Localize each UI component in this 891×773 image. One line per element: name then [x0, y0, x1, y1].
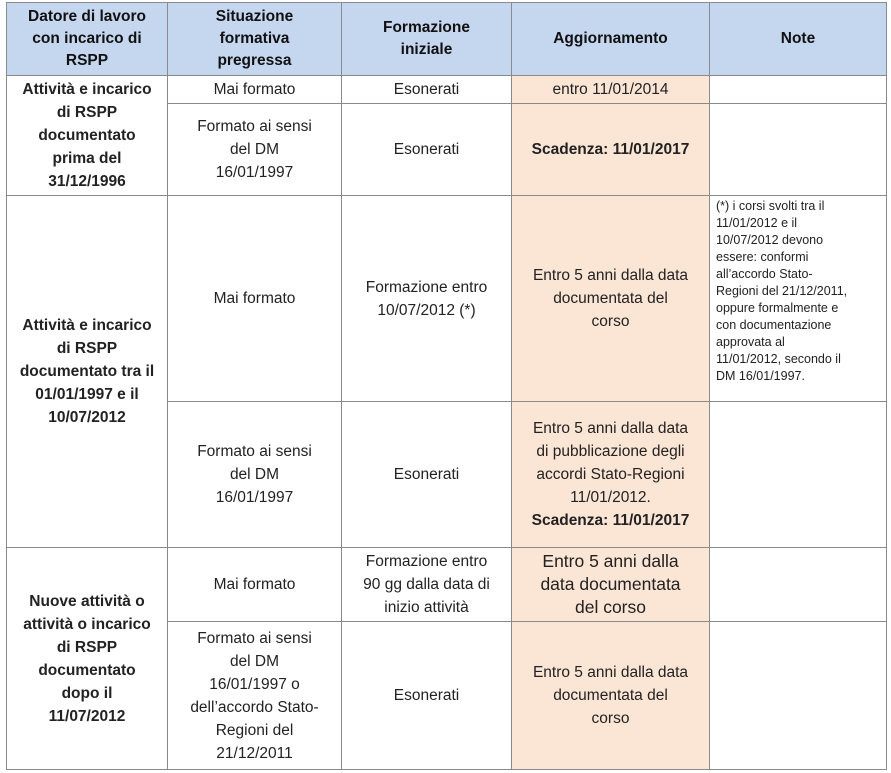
group3-label: Nuove attività o attività o incarico di RSPP documentato dopo il 11/07/2012: [7, 548, 168, 770]
group2-row1-aggiornamento: Entro 5 anni dalla data documentata del corso: [512, 196, 710, 402]
group3-row1-note: [710, 548, 887, 622]
table-row: [7, 76, 887, 104]
group2-label: Attività e incarico di RSPP documentato tra il 01/01/1997 e il 10/07/2012: [7, 196, 168, 548]
header-aggiornamento: Aggiornamento: [512, 3, 710, 76]
group1-row2-note: [710, 104, 887, 196]
group1-row1-aggiornamento: entro 11/01/2014: [512, 76, 710, 104]
group1-row1-note: [710, 76, 887, 104]
group3-row1-situazione: Mai formato: [168, 548, 342, 622]
group1-row2-situazione: Formato ai sensi del DM 16/01/1997: [168, 104, 342, 196]
group2-row1-formazione: Formazione entro 10/07/2012 (*): [342, 196, 512, 402]
group3-row2-note: [710, 622, 887, 770]
group3-row1-formazione: Formazione entro 90 gg dalla data di inizio attività: [342, 548, 512, 622]
group1-row2-aggiornamento: Scadenza: 11/01/2017: [512, 104, 710, 196]
group2-row2-aggiornamento: [512, 402, 710, 548]
group2-row2-situazione: Formato ai sensi del DM 16/01/1997: [168, 402, 342, 548]
group3-row2-situazione: Formato ai sensi del DM 16/01/1997 o dell’accordo Stato- Regioni del 21/12/2011: [168, 622, 342, 770]
group1-row2-formazione: Esonerati: [342, 104, 512, 196]
group2-row2-aggiornamento-text: Entro 5 anni dalla data di pubblicazione degli accordi Stato-Regioni 11/01/2012.: [532, 420, 689, 506]
header-row: [7, 3, 887, 76]
group1-label: Attività e incarico di RSPP documentato prima del 31/12/1996: [7, 76, 168, 196]
group3-row2-formazione: Esonerati: [342, 622, 512, 770]
group3-row2-aggiornamento: Entro 5 anni dalla data documentata del corso: [512, 622, 710, 770]
group2-row1-note: (*) i corsi svolti tra il 11/01/2012 e il 10/07/2012 devono essere: conformi all’accordo Stato- Regioni del 21/12/2011, oppure formalmente e con documentazione approvata al 11/01/2012, secondo il DM 16/01/1997.: [710, 196, 887, 402]
group1-row1-formazione: Esonerati: [342, 76, 512, 104]
group3-row1-aggiornamento: Entro 5 anni dalla data documentata del corso: [512, 548, 710, 622]
table-row: [7, 196, 887, 402]
group1-row1-situazione: Mai formato: [168, 76, 342, 104]
group2-row2-formazione: Esonerati: [342, 402, 512, 548]
header-datore: Datore di lavoro con incarico di RSPP: [7, 3, 168, 76]
header-note: Note: [710, 3, 887, 76]
training-requirements-table: [6, 2, 887, 770]
header-situazione: Situazione formativa pregressa: [168, 3, 342, 76]
header-formazione: Formazione iniziale: [342, 3, 512, 76]
group2-row1-situazione: Mai formato: [168, 196, 342, 402]
group2-row2-scadenza: Scadenza: 11/01/2017: [531, 512, 690, 529]
table-row: [7, 548, 887, 622]
group2-row2-note: [710, 402, 887, 548]
